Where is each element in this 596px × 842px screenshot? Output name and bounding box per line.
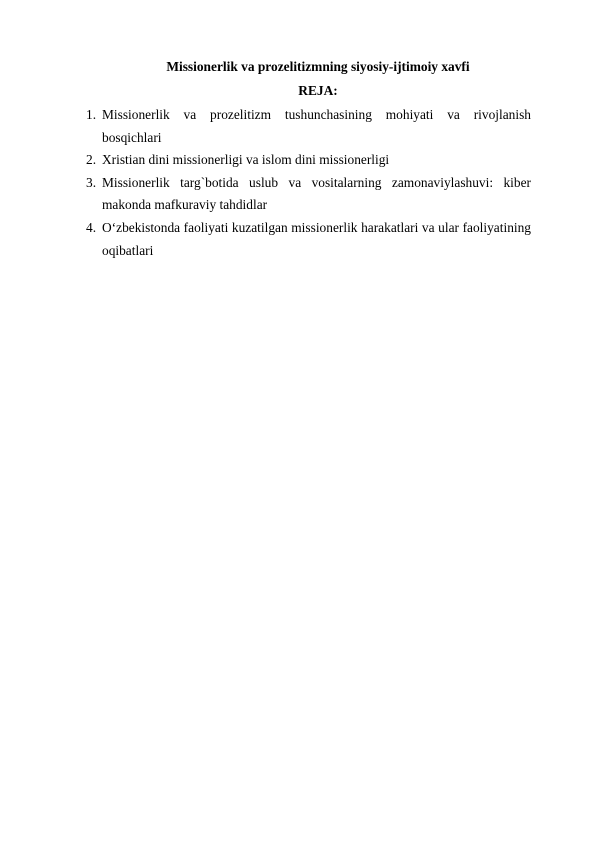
plan-item-text: Xristian dini missionerligi va islom dini missionerligi <box>102 152 390 168</box>
plan-item-4 <box>86 217 531 262</box>
plan-item-text: O‘zbekistonda faoliyati kuzatilgan missionerlik harakatlari va ular faoliyatining <box>102 219 531 235</box>
plan-list <box>86 104 531 262</box>
plan-item-2 <box>86 149 531 172</box>
plan-item-number: 1. <box>86 107 97 122</box>
plan-item-text: oqibatlari <box>102 242 154 258</box>
plan-item-number: 2. <box>86 152 97 168</box>
plan-heading: REJA: <box>298 83 338 98</box>
document-title: Missionerlik va prozelitizmning siyosiy-ijtimoiy xavfi <box>166 59 470 74</box>
plan-item-text: makonda mafkuraviy tahdidlar <box>102 197 268 213</box>
plan-item-3 <box>86 172 531 217</box>
plan-item-number: 3. <box>86 174 97 190</box>
plan-item-1 <box>86 104 531 149</box>
plan-item-text: Missionerlik va prozelitizm tushunchasining mohiyati va rivojlanish <box>102 107 531 122</box>
plan-item-text: bosqichlari <box>102 129 162 145</box>
plan-item-text: Missionerlik targ`botida uslub va vositalarning zamonaviylashuvi: kiber <box>102 174 531 190</box>
plan-item-number: 4. <box>86 219 97 235</box>
